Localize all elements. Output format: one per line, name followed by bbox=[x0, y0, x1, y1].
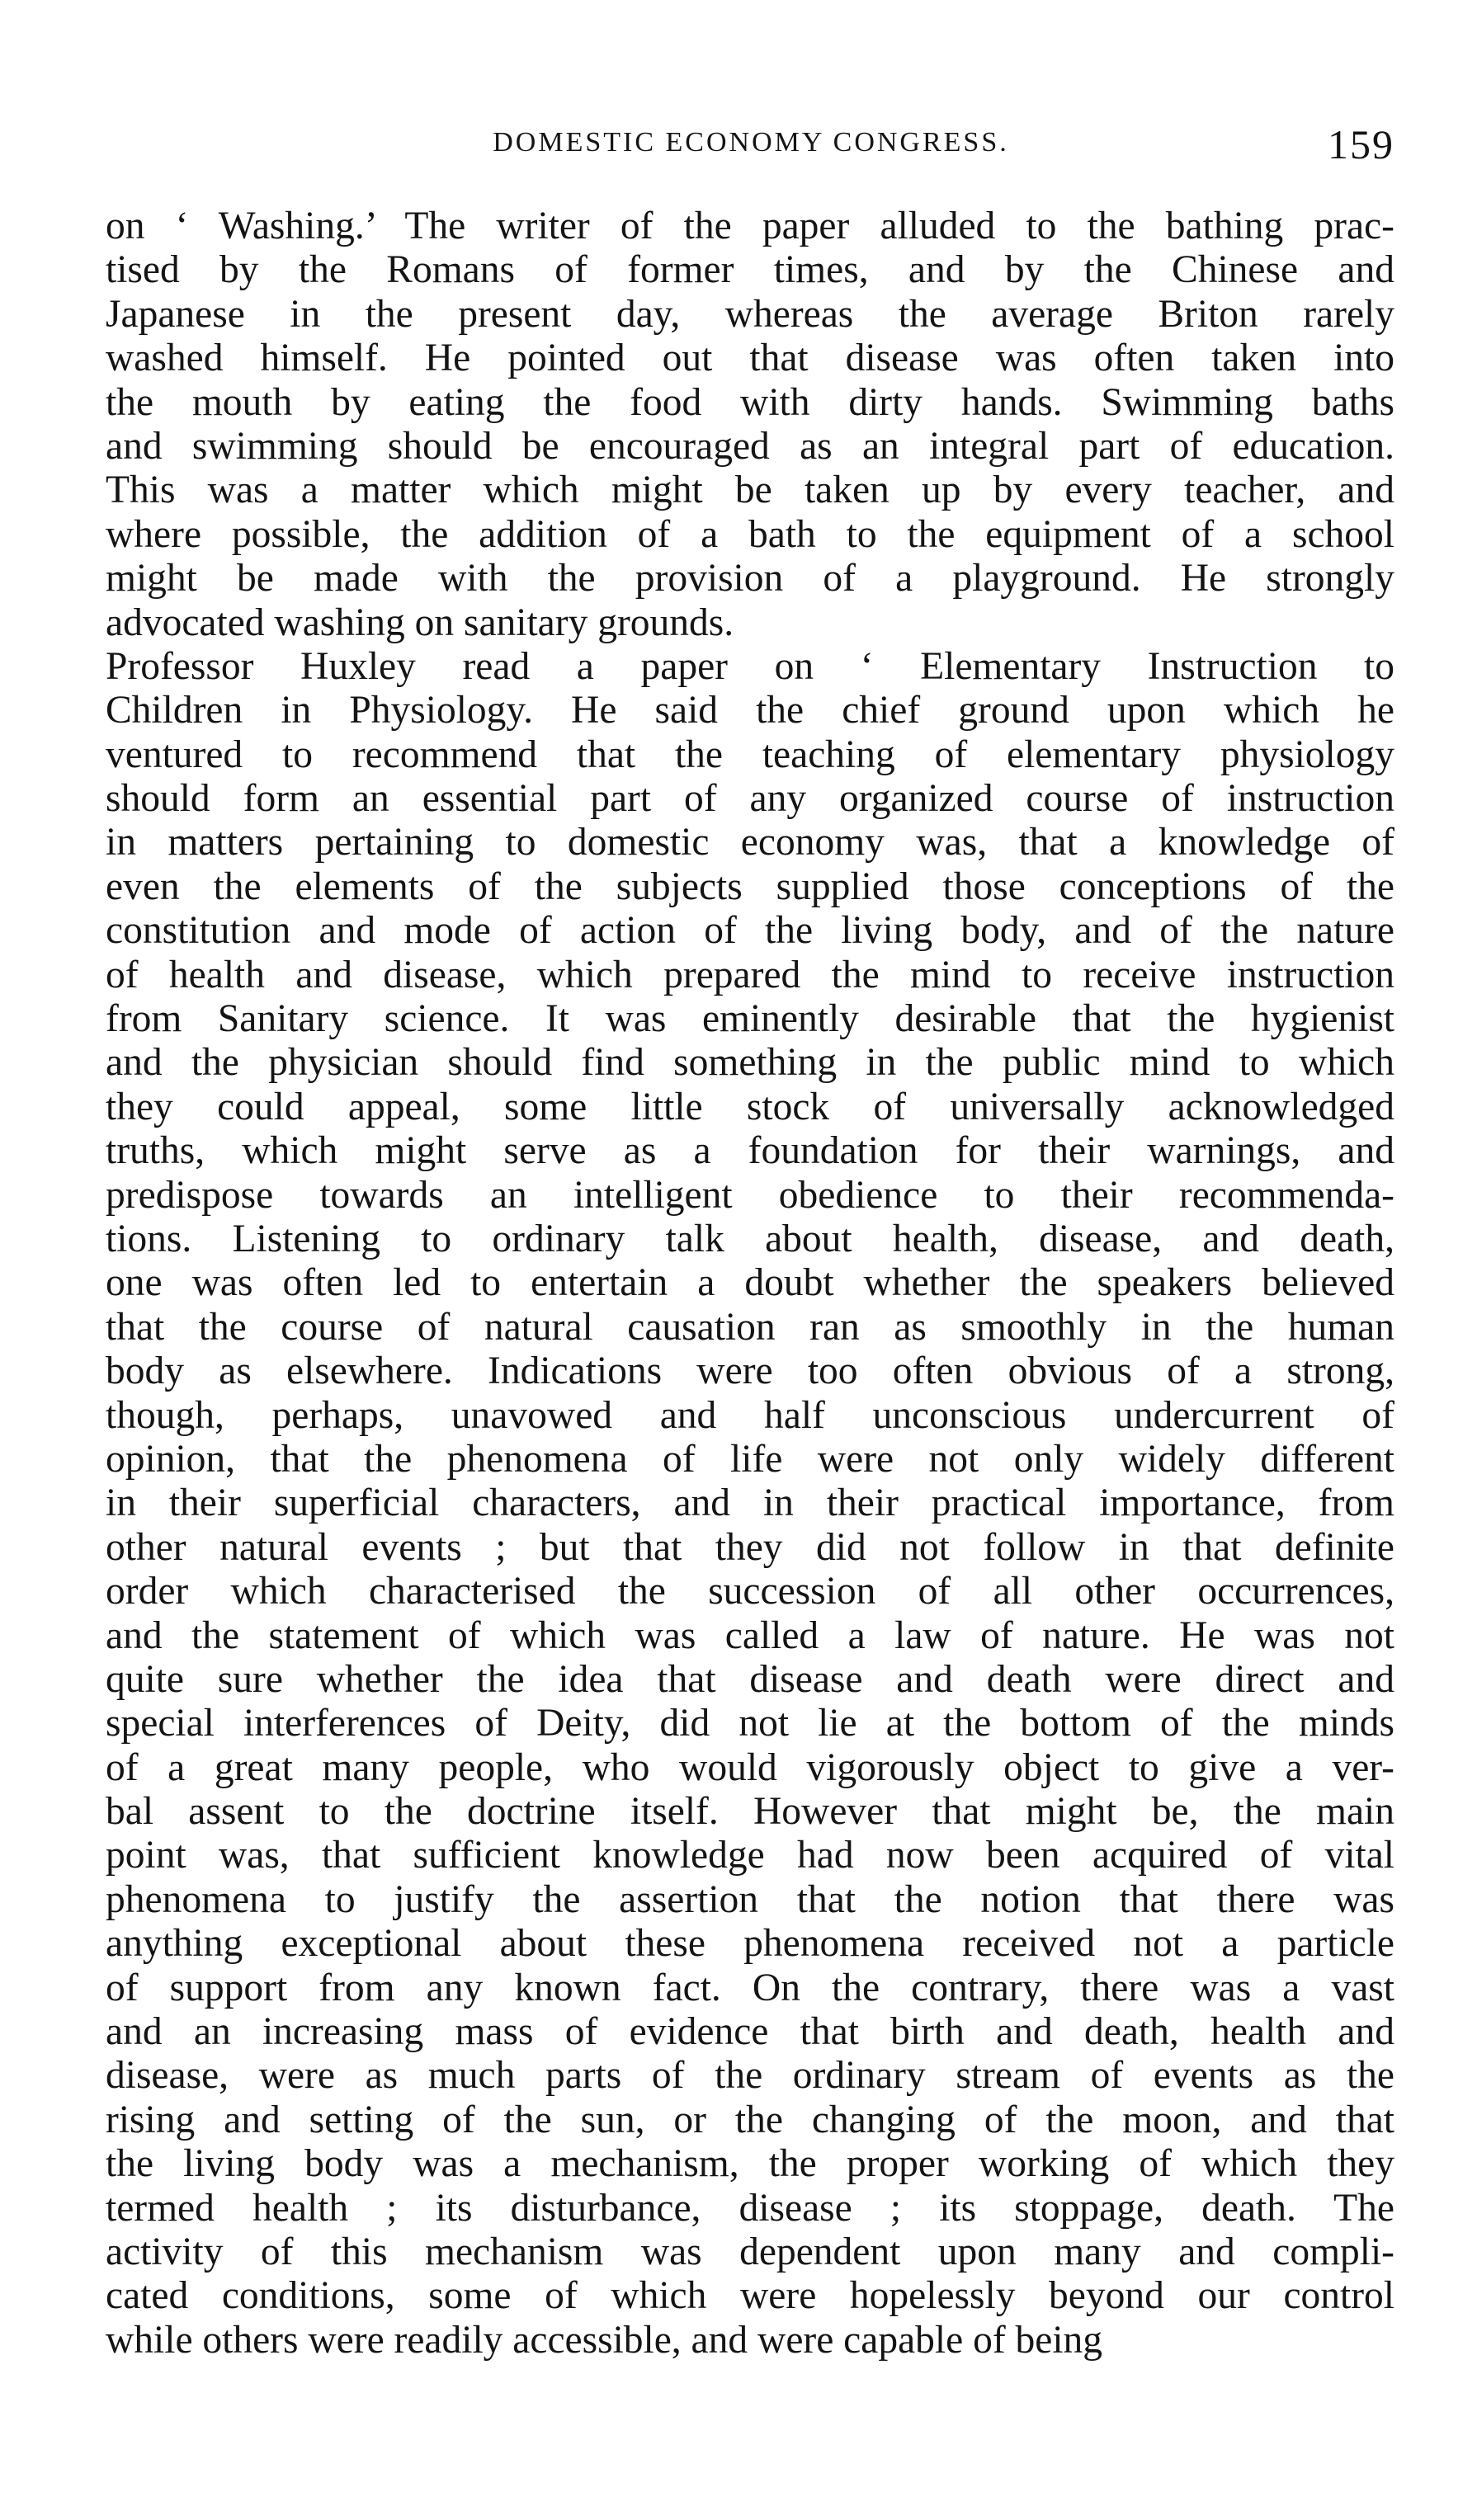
text-line: of health and disease, which prepared the mind to receive instruction bbox=[106, 953, 1394, 996]
text-line: quite sure whether the idea that disease and death were direct and bbox=[106, 1657, 1394, 1701]
text-line: tised by the Romans of former times, and by the Chinese and bbox=[106, 248, 1394, 292]
text-line: the mouth by eating the food with dirty hands. Swimming baths bbox=[106, 380, 1394, 424]
text-line: disease, were as much parts of the ordinary stream of events as the bbox=[106, 2054, 1394, 2098]
text-line: should form an essential part of any organized course of instruction bbox=[106, 777, 1394, 821]
text-line: termed health ; its disturbance, disease ; its stoppage, death. The bbox=[106, 2186, 1394, 2230]
text-line: and the physician should find something in the public mind to which bbox=[106, 1041, 1394, 1085]
text-line: and the statement of which was called a law of nature. He was not bbox=[106, 1613, 1394, 1657]
paragraph-washing bbox=[106, 205, 1394, 645]
text-line: tions. Listening to ordinary talk about health, disease, and death, bbox=[106, 1217, 1394, 1260]
text-line: Professor Huxley read a paper on ‘ Elementary Instruction to bbox=[106, 644, 1394, 688]
text-line: bal assent to the doctrine itself. However that might be, the main bbox=[106, 1790, 1394, 1834]
text-line: one was often led to entertain a doubt whether the speakers believed bbox=[106, 1261, 1394, 1305]
text-line: special interferences of Deity, did not lie at the bottom of the minds bbox=[106, 1702, 1394, 1745]
text-line: body as elsewhere. Indications were too often obvious of a strong, bbox=[106, 1349, 1394, 1393]
text-line: they could appeal, some little stock of universally acknowledged bbox=[106, 1085, 1394, 1128]
text-line: might be made with the provision of a playground. He strongly bbox=[106, 557, 1394, 601]
text-line: cated conditions, some of which were hopelessly beyond our control bbox=[106, 2274, 1394, 2318]
text-line: and swimming should be encouraged as an integral part of education. bbox=[106, 424, 1394, 468]
text-line: advocated washing on sanitary grounds. bbox=[106, 601, 734, 644]
text-line: phenomena to justify the assertion that the notion that there was bbox=[106, 1877, 1394, 1921]
text-line: of support from any known fact. On the contrary, there was a vast bbox=[106, 1966, 1394, 2009]
text-line: from Sanitary science. It was eminently desirable that the hygienist bbox=[106, 997, 1394, 1041]
text-line: ventured to recommend that the teaching of elementary physiology bbox=[106, 732, 1394, 776]
text-line: opinion, that the phenomena of life were not only widely different bbox=[106, 1437, 1394, 1481]
text-line: Children in Physiology. He said the chief ground upon which he bbox=[106, 689, 1394, 732]
text-line: This was a matter which might be taken up by every teacher, and bbox=[106, 469, 1394, 512]
text-line: that the course of natural causation ran as smoothly in the human bbox=[106, 1305, 1394, 1349]
text-line: point was, that sufficient knowledge had now been acquired of vital bbox=[106, 1834, 1394, 1877]
text-line: anything exceptional about these phenomena received not a particle bbox=[106, 1922, 1394, 1966]
text-line: while others were readily accessible, and were capable of being bbox=[106, 2318, 1103, 2362]
text-line: the living body was a mechanism, the proper working of which they bbox=[106, 2142, 1394, 2186]
running-title: DOMESTIC ECONOMY CONGRESS. bbox=[493, 127, 1009, 158]
text-line: on ‘ Washing.’ The writer of the paper alluded to the bathing prac- bbox=[106, 205, 1394, 247]
body-text bbox=[106, 205, 1394, 2362]
text-line: other natural events ; but that they did not follow in that definite bbox=[106, 1525, 1394, 1569]
text-line: in their superficial characters, and in their practical importance, from bbox=[106, 1481, 1394, 1525]
running-head bbox=[107, 120, 1394, 178]
text-line: washed himself. He pointed out that disease was often taken into bbox=[106, 337, 1394, 380]
text-line: though, perhaps, unavowed and half unconscious undercurrent of bbox=[106, 1393, 1394, 1437]
text-line: where possible, the addition of a bath to the equipment of a school bbox=[106, 512, 1394, 556]
text-line: and an increasing mass of evidence that birth and death, health and bbox=[106, 2010, 1394, 2054]
text-line: Japanese in the present day, whereas the average Briton rarely bbox=[106, 292, 1394, 336]
text-line: truths, which might serve as a foundation for their warnings, and bbox=[106, 1129, 1394, 1173]
text-line: constitution and mode of action of the living body, and of the nature bbox=[106, 909, 1394, 953]
text-line: in matters pertaining to domestic economy was, that a knowledge of bbox=[106, 821, 1394, 864]
text-line: order which characterised the succession of all other occurrences, bbox=[106, 1570, 1394, 1613]
text-line: predispose towards an intelligent obedience to their recommenda- bbox=[106, 1173, 1394, 1217]
text-line: of a great many people, who would vigorously object to give a ver- bbox=[106, 1745, 1394, 1789]
page-number: 159 bbox=[1328, 121, 1394, 167]
text-line: even the elements of the subjects supplied those conceptions of the bbox=[106, 864, 1394, 908]
text-line: rising and setting of the sun, or the changing of the moon, and that bbox=[106, 2098, 1394, 2141]
paragraph-huxley bbox=[106, 645, 1394, 2362]
text-line: activity of this mechanism was dependent upon many and compli- bbox=[106, 2230, 1394, 2273]
